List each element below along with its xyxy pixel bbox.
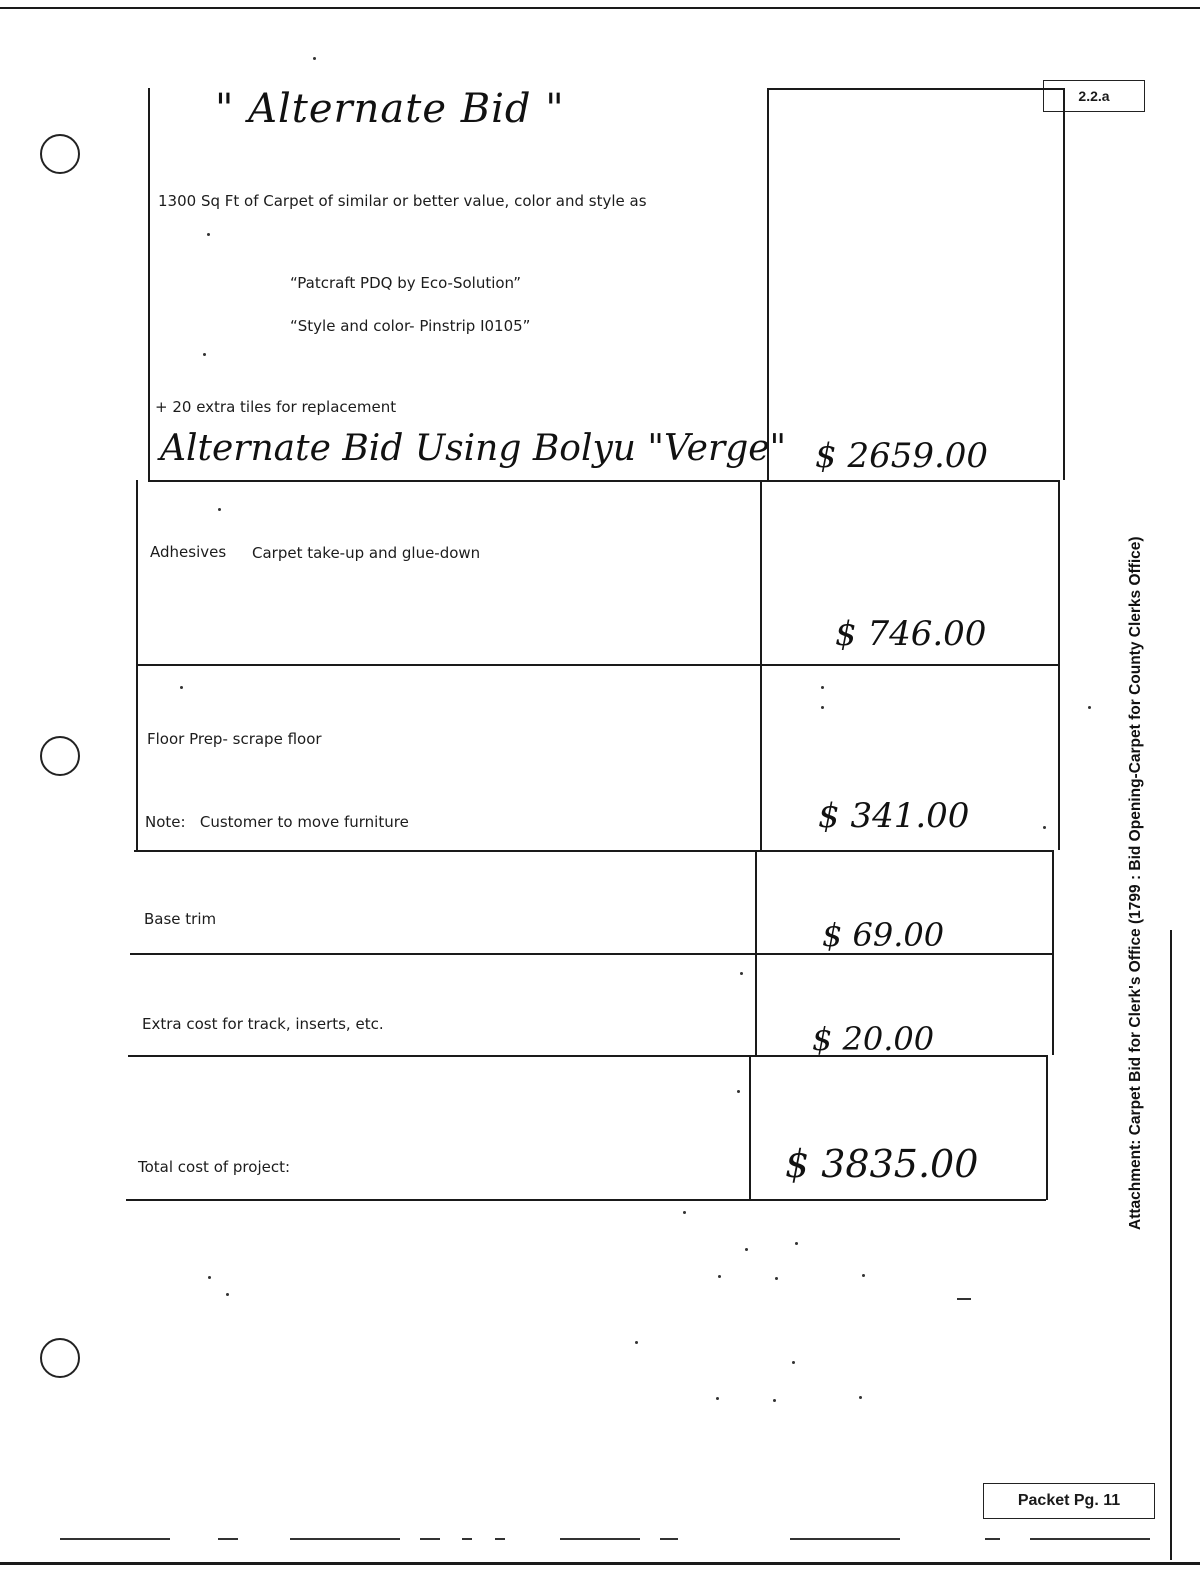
right-margin-line bbox=[1170, 930, 1172, 1560]
floor-prep-label: Floor Prep- scrape floor bbox=[147, 730, 322, 748]
binder-hole-top bbox=[40, 134, 80, 174]
total-cost-label: Total cost of project: bbox=[138, 1158, 291, 1176]
floor-prep-amount: $ 341.00 bbox=[818, 796, 970, 836]
extra-cost-amount: $ 20.00 bbox=[812, 1020, 935, 1058]
extra-tiles-line: + 20 extra tiles for replacement bbox=[155, 398, 397, 416]
table-right-border-3 bbox=[1052, 850, 1054, 1055]
alternate-bid-handwritten-note: Alternate Bid Using Bolyu "Verge" bbox=[160, 428, 787, 469]
binder-hole-bottom bbox=[40, 1338, 80, 1378]
table-column-divider-1 bbox=[767, 88, 769, 480]
binder-hole-middle bbox=[40, 736, 80, 776]
extra-cost-label: Extra cost for track, inserts, etc. bbox=[142, 1015, 384, 1033]
floor-prep-note: Note: Customer to move furniture bbox=[145, 813, 409, 831]
table-right-border-1 bbox=[1063, 88, 1065, 480]
table-right-border-2 bbox=[1058, 480, 1060, 850]
table-left-border-upper bbox=[148, 88, 150, 480]
packet-page-number: Packet Pg. 11 bbox=[1017, 1492, 1121, 1509]
section-badge bbox=[1043, 80, 1145, 112]
row-separator-3 bbox=[134, 850, 1054, 852]
base-trim-amount: $ 69.00 bbox=[822, 916, 945, 954]
row-separator-1 bbox=[148, 480, 1058, 482]
carpet-spec-line: 1300 Sq Ft of Carpet of similar or better value, color and style as bbox=[158, 192, 647, 210]
total-cost-amount: $ 3835.00 bbox=[785, 1142, 979, 1186]
section-badge-text: 2.2.a bbox=[1078, 88, 1110, 104]
carpet-amount: $ 2659.00 bbox=[815, 436, 989, 476]
top-edge-line bbox=[0, 7, 1200, 9]
table-right-border-4 bbox=[1046, 1055, 1048, 1200]
table-column-divider-4 bbox=[749, 1055, 751, 1200]
adhesives-amount: $ 746.00 bbox=[835, 614, 987, 654]
adhesives-label: Adhesives bbox=[150, 543, 227, 561]
bottom-edge-line bbox=[0, 1562, 1200, 1565]
table-bottom-rule bbox=[126, 1199, 1046, 1201]
alternate-bid-heading: " Alternate Bid " bbox=[215, 86, 565, 132]
packet-page-box bbox=[983, 1483, 1155, 1519]
base-trim-label: Base trim bbox=[144, 910, 217, 928]
table-top-rule bbox=[767, 88, 1064, 90]
adhesives-detail: Carpet take-up and glue-down bbox=[252, 544, 481, 562]
attachment-side-caption: Attachment: Carpet Bid for Clerk's Office (1799 : Bid Opening-Carpet for County Clerks Office) bbox=[1127, 536, 1144, 1230]
carpet-product-line: “Patcraft PDQ by Eco-Solution” bbox=[290, 274, 522, 292]
row-separator-2 bbox=[136, 664, 1058, 666]
carpet-style-line: “Style and color- Pinstrip I0105” bbox=[290, 317, 531, 335]
